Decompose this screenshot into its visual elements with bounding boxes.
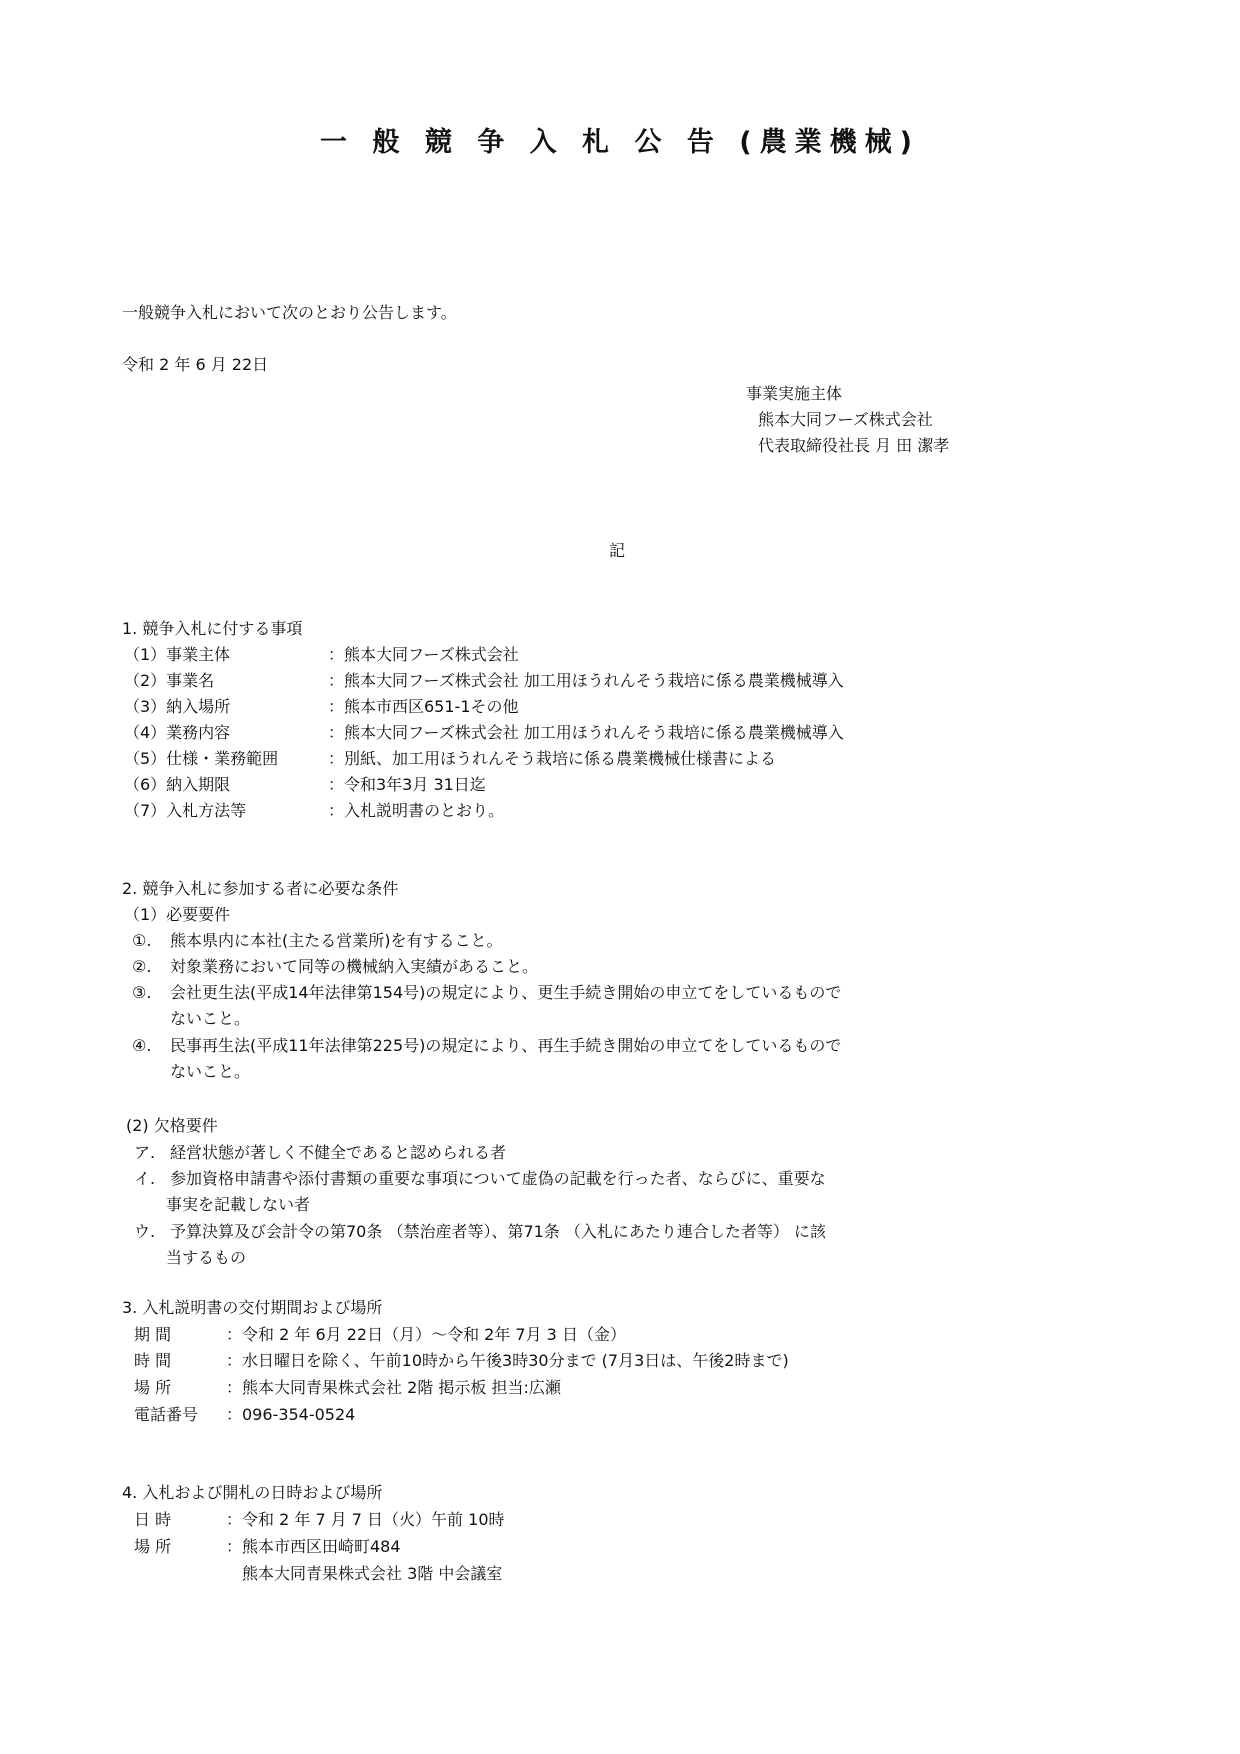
item-label: 時 間 [134, 1351, 172, 1370]
item-value: ：令和 2 年 6月 22日（月）～令和 2年 7月 3 日（金） [226, 1325, 626, 1344]
item-mark: イ. [134, 1169, 156, 1188]
required-conditions-heading: （1）必要要件 [124, 905, 231, 924]
section2-heading: 2. 競争入札に参加する者に必要な条件 [122, 879, 399, 898]
item-label: 場 所 [134, 1537, 172, 1556]
item-label: 期 間 [134, 1325, 172, 1344]
item-mark: ウ. [134, 1222, 156, 1241]
item-value: ：熊本大同青果株式会社 2階 掲示板 担当:広瀬 [226, 1378, 561, 1397]
item-label: （7）入札方法等 [124, 801, 247, 820]
item-text: 熊本県内に本社(主たる営業所)を有すること。 [170, 931, 503, 950]
intro-text: 一般競争入札において次のとおり公告します。 [122, 303, 457, 322]
issuer-representative: 代表取締役社長 月 田 潔孝 [758, 436, 950, 455]
item-text: 参加資格申請書や添付書類の重要な事項について虚偽の記載を行った者、ならびに、重要な [170, 1169, 826, 1188]
item-label: 場 所 [134, 1378, 172, 1397]
item-text: 対象業務において同等の機械納入実績があること。 [170, 957, 539, 976]
section1-heading: 1. 競争入札に付する事項 [122, 619, 303, 638]
item-value: ：熊本大同フーズ株式会社 [328, 645, 519, 664]
item-label: （6）納入期限 [124, 775, 231, 794]
item-value: ：水日曜日を除く、午前10時から午後3時30分まで (7月3日は、午後2時まで) [226, 1351, 789, 1370]
item-text: 予算決算及び会計令の第70条 （禁治産者等）、第71条 （入札にあたり連合した者等） に該 [170, 1222, 826, 1241]
section4-heading: 4. 入札および開札の日時および場所 [122, 1483, 383, 1502]
item-value: ：令和 2 年 7 月 7 日（火）午前 10時 [226, 1510, 505, 1529]
section3-heading: 3. 入札説明書の交付期間および場所 [122, 1298, 383, 1317]
item-value: ：入札説明書のとおり。 [328, 801, 505, 820]
item-value: ：096-354-0524 [226, 1405, 356, 1424]
item-text: 民事再生法(平成11年法律第225号)の規定により、再生手続き開始の申立てをしているもので [170, 1036, 842, 1055]
item-mark: ①. [132, 931, 152, 950]
item-mark: ア. [134, 1143, 156, 1162]
item-label: （4）業務内容 [124, 723, 231, 742]
item-value: ：熊本大同フーズ株式会社 加工用ほうれんそう栽培に係る農業機械導入 [328, 671, 844, 690]
item-text-continued: 事実を記載しない者 [166, 1195, 311, 1214]
disqualification-heading: (2) 欠格要件 [126, 1116, 218, 1135]
issuer-company: 熊本大同フーズ株式会社 [758, 410, 933, 429]
item-text: 会社更生法(平成14年法律第154号)の規定により、更生手続き開始の申立てをしているもので [170, 983, 842, 1002]
document-title: 一 般 競 争 入 札 公 告 (農業機械) [320, 127, 920, 158]
item-text-continued: ないこと。 [170, 1009, 251, 1028]
item-label: （1）事業主体 [124, 645, 231, 664]
item-mark: ②. [132, 957, 152, 976]
item-label: （3）納入場所 [124, 697, 231, 716]
item-value: ：熊本市西区651-1その他 [328, 697, 519, 716]
item-text: 経営状態が著しく不健全であると認められる者 [170, 1143, 507, 1162]
item-label: （2）事業名 [124, 671, 215, 690]
item-value: ：熊本市西区田崎町484 [226, 1537, 401, 1556]
item-text-continued: 当するもの [166, 1248, 247, 1267]
item-label: 日 時 [134, 1510, 172, 1529]
item-value: ：別紙、加工用ほうれんそう栽培に係る農業機械仕様書による [328, 749, 777, 768]
issuer-heading: 事業実施主体 [746, 384, 843, 403]
ki-marker: 記 [609, 541, 626, 560]
notice-date: 令和 2 年 6 月 22日 [122, 355, 269, 374]
item-label: 電話番号 [134, 1405, 199, 1424]
item-mark: ③. [132, 983, 152, 1002]
item-value: ：熊本大同フーズ株式会社 加工用ほうれんそう栽培に係る農業機械導入 [328, 723, 844, 742]
venue-room: 熊本大同青果株式会社 3階 中会議室 [242, 1564, 503, 1583]
item-mark: ④. [132, 1036, 152, 1055]
item-text-continued: ないこと。 [170, 1062, 251, 1081]
item-label: （5）仕様・業務範囲 [124, 749, 279, 768]
item-value: ：令和3年3月 31日迄 [328, 775, 486, 794]
